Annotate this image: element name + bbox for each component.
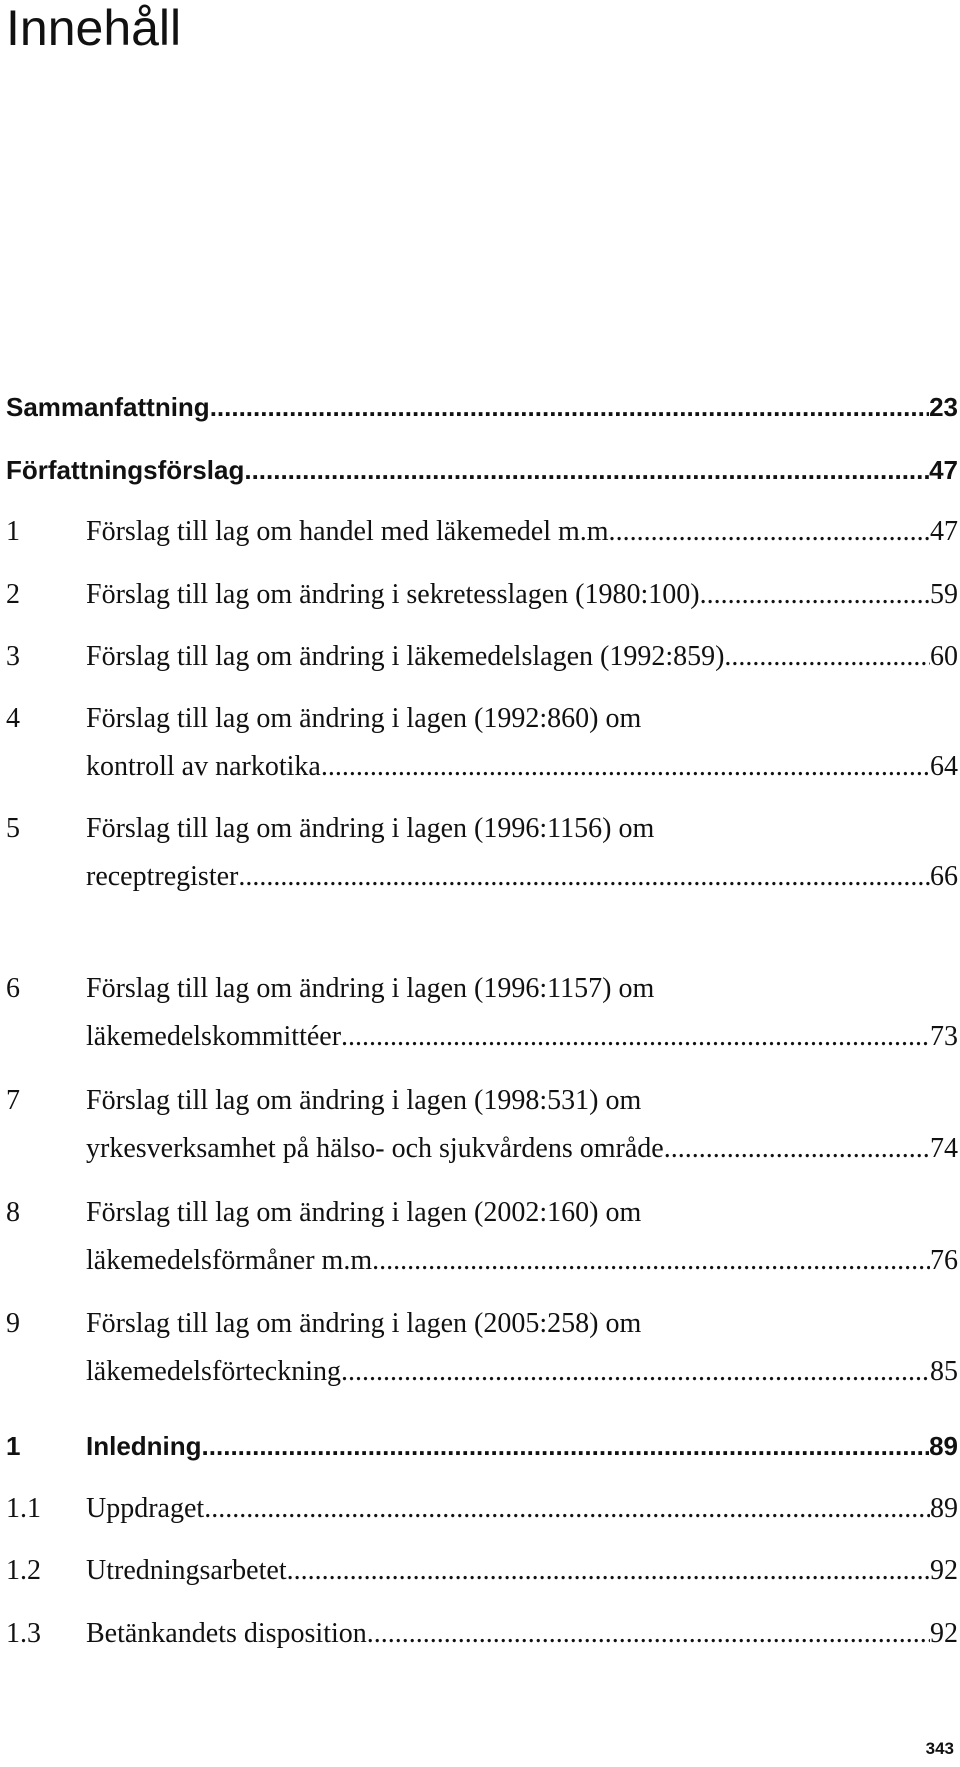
toc-leader-dots <box>664 1125 930 1173</box>
toc-entry-number: 4 <box>6 703 20 734</box>
toc-entry-text: Förslag till lag om ändring i lagen (2005:258) om <box>86 1308 642 1339</box>
toc-leader-dots <box>379 1237 930 1285</box>
toc-entry-text: Sammanfattning <box>6 392 210 422</box>
toc-page-number: 47 <box>930 516 958 547</box>
toc-entry-text: Utredningsarbetet <box>86 1555 287 1586</box>
toc-page-number: 74 <box>930 1133 958 1164</box>
toc-entry-continuation: läkemedelskommittéer <box>86 1021 342 1052</box>
toc-entry-continuation: läkemedelsförteckning <box>86 1356 342 1387</box>
toc-leader-dots <box>204 1485 930 1533</box>
toc-entry-3[interactable] <box>6 633 958 681</box>
toc-entry-text: Uppdraget <box>86 1493 205 1524</box>
toc-entry-text: Förslag till lag om ändring i lagen (1992:860) om <box>86 703 642 734</box>
toc-leader-dots <box>210 387 929 427</box>
toc-entry-sammanfattning[interactable] <box>6 387 958 427</box>
toc-entry-text: Inledning <box>86 1431 202 1461</box>
toc-leader-dots <box>341 1348 930 1396</box>
toc-entry-text: Förslag till lag om ändring i lagen (1996:1156) om <box>86 813 655 844</box>
toc-entry-4[interactable] <box>6 695 958 791</box>
toc-entry-number: 5 <box>6 813 20 844</box>
toc-entry-continuation: läkemedelsförmåner m.m. <box>86 1245 380 1276</box>
toc-entry-number: 1 <box>6 516 20 547</box>
toc-entry-7[interactable] <box>6 1077 958 1173</box>
toc-leader-dots <box>287 1547 930 1595</box>
toc-entry-1[interactable] <box>6 508 958 556</box>
toc-page-number: 66 <box>930 861 958 892</box>
toc-entry-chapter-1[interactable] <box>6 1426 958 1466</box>
toc-page-number: 60 <box>930 641 958 672</box>
toc-entry-continuation: receptregister <box>86 861 239 892</box>
toc-entry-number: 7 <box>6 1085 20 1116</box>
toc-leader-dots <box>700 571 930 619</box>
toc-page-number: 92 <box>930 1555 958 1586</box>
toc-leader-dots <box>238 853 930 901</box>
toc-leader-dots <box>724 633 930 681</box>
toc-entry-text: Förslag till lag om handel med läkemedel m.m. <box>86 516 616 547</box>
toc-entry-continuation: kontroll av narkotika <box>86 751 321 782</box>
toc-entry-number: 1.1 <box>6 1493 41 1524</box>
toc-entry-text: Författningsförslag <box>6 455 245 485</box>
toc-entry-continuation: yrkesverksamhet på hälso- och sjukvårdens område <box>86 1133 664 1164</box>
footer-page-number: 343 <box>925 1739 954 1758</box>
toc-entry-1-3[interactable] <box>6 1610 958 1658</box>
toc-page-number: 23 <box>929 392 958 422</box>
toc-entry-9[interactable] <box>6 1300 958 1396</box>
toc-leader-dots <box>244 450 929 490</box>
toc-page-number: 59 <box>930 579 958 610</box>
toc-page-number: 89 <box>930 1493 958 1524</box>
toc-leader-dots <box>616 508 930 556</box>
toc-page-number: 73 <box>930 1021 958 1052</box>
toc-entry-text: Förslag till lag om ändring i lagen (2002:160) om <box>86 1197 642 1228</box>
toc-entry-text: Förslag till lag om ändring i lagen (1996:1157) om <box>86 973 655 1004</box>
toc-entry-forfattningsforslag[interactable] <box>6 450 958 490</box>
toc-page-number: 89 <box>929 1431 958 1461</box>
toc-page-number: 47 <box>929 455 958 485</box>
toc-page-number: 64 <box>930 751 958 782</box>
toc-page-number: 76 <box>930 1245 958 1276</box>
toc-entry-number: 8 <box>6 1197 20 1228</box>
toc-entry-6[interactable] <box>6 965 958 1061</box>
toc-entry-text: Betänkandets disposition <box>86 1618 367 1649</box>
toc-entry-5[interactable] <box>6 805 958 901</box>
toc-entry-number: 1.3 <box>6 1618 41 1649</box>
page-title: Innehåll <box>6 0 182 56</box>
toc-entry-text: Förslag till lag om ändring i lagen (1998:531) om <box>86 1085 642 1116</box>
toc-leader-dots <box>321 743 930 791</box>
toc-leader-dots <box>367 1610 930 1658</box>
toc-entry-text: Förslag till lag om ändring i läkemedelslagen (1992:859) <box>86 641 725 672</box>
toc-entry-number: 1.2 <box>6 1555 41 1586</box>
toc-entry-text: Förslag till lag om ändring i sekretesslagen (1980:100) <box>86 579 700 610</box>
toc-entry-8[interactable] <box>6 1189 958 1285</box>
toc-page-number: 85 <box>930 1356 958 1387</box>
toc-entry-1-1[interactable] <box>6 1485 958 1533</box>
toc-entry-number: 1 <box>6 1431 21 1461</box>
toc-leader-dots <box>341 1013 930 1061</box>
toc-entry-2[interactable] <box>6 571 958 619</box>
toc-entry-1-2[interactable] <box>6 1547 958 1595</box>
toc-page-number: 92 <box>930 1618 958 1649</box>
toc-leader-dots <box>202 1426 930 1466</box>
toc-entry-number: 6 <box>6 973 20 1004</box>
toc-entry-number: 3 <box>6 641 20 672</box>
toc-entry-number: 9 <box>6 1308 20 1339</box>
toc-entry-number: 2 <box>6 579 20 610</box>
